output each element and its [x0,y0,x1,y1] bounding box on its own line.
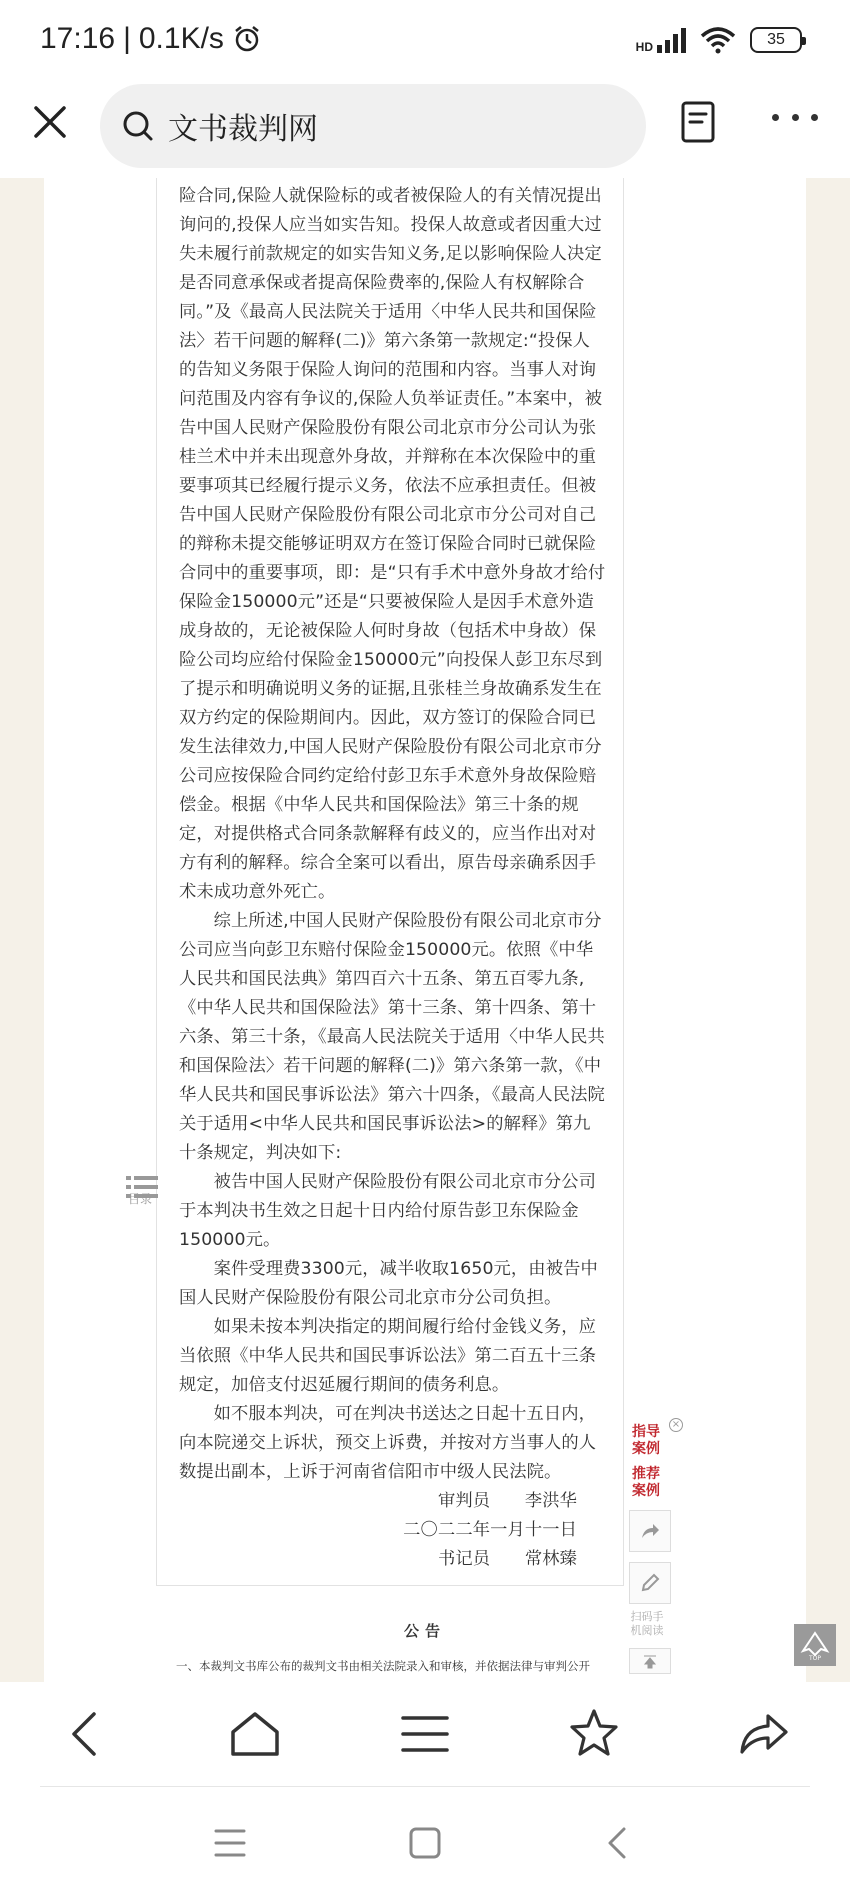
edit-button[interactable] [629,1562,671,1604]
paragraph: 综上所述,中国人民财产保险股份有限公司北京市分公司应当向彭卫东赔付保险金150000元。依照《中华人民共和国民法典》第四百六十五条、第五百零九条,《中华人民共和国保险法》第十三条、第十四条、第十六条、第三十条，《最高人民法院关于适用〈中华人民共和国保险法〉若干问题的解释(二)》第六条第一款，《中华人民共和国民事诉讼法》第六十四条，《最高人民法院关于适用<中华人民共和国民事诉讼法>的解释》第九十条规定，判决如下: [179,911,605,1163]
more-menu-button[interactable] [772,114,818,128]
battery-level: 35 [767,31,785,48]
status-left [40,22,262,56]
share-button[interactable] [629,1510,671,1552]
judgment-document [156,178,624,1586]
back-to-top-button[interactable] [794,1624,836,1666]
document-text [179,182,607,1574]
page-background [0,178,850,1682]
status-right [636,26,802,54]
wifi-icon [700,26,736,54]
hd-label: HD [635,40,653,54]
network-speed: 0.1K/s [138,22,224,55]
menu-icon[interactable] [397,1706,453,1762]
paragraph: 被告中国人民财产保险股份有限公司北京市分公司于本判决书生效之日起十日内给付原告彭卫东保险金150000元。 [179,1172,596,1250]
page-content [44,178,806,1682]
recent-apps-icon[interactable] [210,1823,250,1863]
battery-icon [750,27,802,53]
paragraph: 险合同,保险人就保险标的或者被保险人的有关情况提出询问的,投保人应当如实告知。投保人故意或者因重大过失未履行前款规定的如实告知义务,足以影响保险人决定是否同意承保或者提高保险费率的,保险人有权解除合同。”及《最高人民法院关于适用〈中华人民共和国保险法〉若干问题的解释(二)》第六条第一款规定:“投保人的告知义务限于保险人询问的范围和内容。当事人对询问范围及内容有争议的,保险人负举证责任。”本案中，被告中国人民财产保险股份有限公司北京市分公司认为张桂兰术中并未出现意外身故，并辩称在本次保险中的重要事项其已经履行提示义务，依法不应承担责任。但被告中国人民财产保险股份有限公司北京市分公司对自己的辩称未提交能够证明双方在签订保险合同时已就保险合同中的重要事项，即：是“只有手术中意外身故才给付保险金150000元”还是“只要被保险人是因手术意外造成身故的，无论被保险人何时身故（包括术中身故）保险公司均应给付保险金150000元”向投保人彭卫东尽到了提示和明确说明义务的证据,且张桂兰身故确系发生在双方约定的保险期间内。因此，双方签订的保险合同已发生法律效力,中国人民财产保险股份有限公司北京市分公司应按保险合同约定给付彭卫东手术意外身故保险赔偿金。根据《中华人民共和国保险法》第三十条的规定，对提供格式合同条款解释有歧义的，应当作出对对方有利的解释。综合全案可以看出，原告母亲确系因手术未成功意外死亡。 [179,186,606,902]
system-navigation-bar [0,1787,850,1889]
notice-text: 一、本裁判文书库公布的裁判文书由相关法院录入和审核，并依据法律与审判公开 [176,1659,590,1673]
more-dot-icon [792,114,799,121]
paragraph: 如果未按本判决指定的期间履行给付金钱义务，应当依照《中华人民共和国民事诉讼法》第二百五十三条规定，加倍支付迟延履行期间的债务利息。 [179,1317,597,1395]
svg-text:TOP: TOP [808,1655,822,1661]
toc-label[interactable]: 目录 [128,1192,153,1206]
close-icon[interactable]: × [669,1418,683,1432]
share-icon [639,1520,661,1542]
more-dot-icon [811,114,818,121]
status-bar [0,0,850,84]
alarm-icon [232,24,262,54]
notice-title: 公告 [403,1622,446,1640]
home-icon[interactable] [227,1706,283,1762]
clerk-signature: 书记员 常林臻 [437,1549,577,1569]
signal-icon [657,27,686,53]
share-arrow-icon[interactable] [736,1706,792,1762]
status-separator: | [123,22,131,55]
top-nav [0,84,850,178]
back-chevron-icon[interactable] [598,1823,638,1863]
close-icon[interactable] [28,100,72,144]
recommended-cases-link[interactable]: 推荐案例 [632,1466,660,1499]
guide-cases-link[interactable]: 指导案例 [632,1424,660,1457]
judgment-date: 二〇二二年一月十一日 [403,1520,577,1540]
paragraph: 如不服本判决，可在判决书送达之日起十五日内，向本院递交上诉状，预交上诉费，并按对方当事人的人数提出副本，上诉于河南省信阳市中级人民法院。 [179,1404,597,1482]
search-query: 文书裁判网 [168,112,318,147]
search-box[interactable] [100,84,646,168]
pencil-icon [639,1572,661,1594]
document-icon[interactable] [680,100,716,144]
judge-signature: 审判员 李洪华 [437,1491,577,1511]
home-square-icon[interactable] [405,1823,445,1863]
signal-indicator [636,27,686,53]
star-icon[interactable] [566,1706,622,1762]
browser-bottom-bar [0,1682,850,1788]
search-icon [122,110,154,142]
back-to-top-icon [799,1629,831,1661]
scan-to-read-label[interactable]: 扫码手机阅读 [630,1610,664,1637]
back-arrow-icon[interactable] [58,1706,114,1762]
status-time: 17:16 [40,22,116,55]
paragraph: 案件受理费3300元，减半收取1650元，由被告中国人民财产保险股份有限公司北京市分公司负担。 [179,1259,598,1308]
more-dot-icon [772,114,779,121]
